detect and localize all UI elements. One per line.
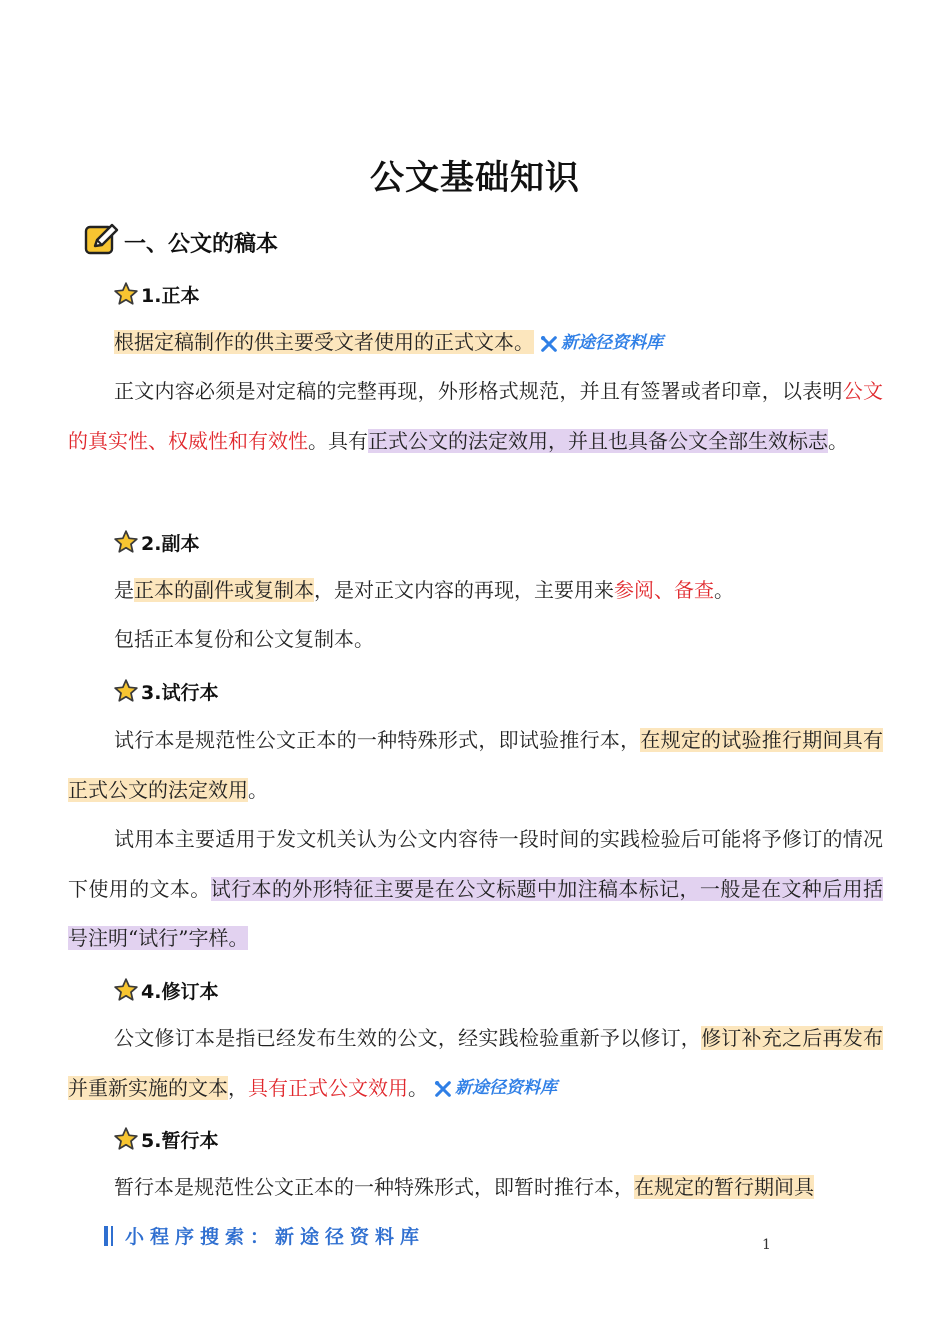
emphasis-text: 公文的真实性、权威性和有效性 bbox=[68, 379, 884, 453]
text: 。 bbox=[248, 777, 268, 802]
footer-bar bbox=[111, 1226, 113, 1246]
text: 。具有 bbox=[308, 428, 368, 453]
star-icon bbox=[113, 281, 139, 307]
star-icon bbox=[113, 529, 139, 555]
paragraph bbox=[68, 1163, 883, 1213]
text: 是 bbox=[114, 578, 134, 602]
highlight-text: 根据定稿制作的供主要受文者使用的正式文本。 bbox=[114, 330, 534, 354]
badge-text: 新途径资料库 bbox=[561, 332, 663, 353]
text: 。 bbox=[408, 1075, 428, 1100]
paragraph bbox=[68, 318, 883, 368]
footer-text: 小程序搜索：新途径资料库 bbox=[125, 1226, 426, 1248]
subheading-4 bbox=[113, 975, 218, 1005]
badge-text: 新途径资料库 bbox=[455, 1078, 557, 1099]
text: 包括正本复份和公文复制本。 bbox=[114, 627, 374, 651]
text: 。 bbox=[714, 578, 734, 602]
subheading-label: 1.正本 bbox=[141, 284, 200, 307]
text: ，是对正文内容的再现，主要用来 bbox=[314, 578, 614, 602]
highlight-text: 正式公文的法定效用，并且也具备公文全部生效标志 bbox=[368, 428, 828, 453]
highlight-text: 在规定的试验推行期间具有正式公文的法定效用 bbox=[68, 728, 884, 802]
watermark-badge bbox=[540, 319, 663, 369]
highlight-text: 正本的副件或复制本 bbox=[134, 578, 314, 602]
subheading-label: 3.试行本 bbox=[141, 681, 219, 704]
watermark-badge bbox=[434, 1064, 557, 1114]
page-number: 1 bbox=[762, 1237, 771, 1253]
text: 正文内容必须是对定稿的完整再现，外形格式规范，并且有签署或者印章，以表明 bbox=[114, 379, 843, 403]
star-icon bbox=[113, 678, 139, 704]
page-title: 公文基础知识 bbox=[370, 158, 580, 198]
x-logo-icon bbox=[540, 335, 558, 353]
paragraph bbox=[68, 615, 883, 665]
text: 试行本是规范性公文正本的一种特殊形式，即试验推行本， bbox=[114, 728, 641, 752]
highlight-text: 在规定的暂行期间具 bbox=[634, 1175, 814, 1199]
paragraph bbox=[68, 1014, 883, 1114]
footer-banner bbox=[104, 1222, 425, 1249]
subheading-label: 4.修订本 bbox=[141, 980, 219, 1003]
emphasis-text: 具有正式公文效用 bbox=[248, 1075, 408, 1100]
section-heading bbox=[84, 222, 278, 262]
text: 。 bbox=[828, 428, 848, 453]
footer-bar bbox=[104, 1226, 108, 1246]
paragraph bbox=[68, 566, 883, 616]
text: ， bbox=[228, 1075, 248, 1100]
highlight-text: 试行本的外形特征主要是在公文标题中加注稿本标记，一般是在文种后用括号注明“试行”字样。 bbox=[68, 876, 884, 950]
subheading-label: 5.暂行本 bbox=[141, 1129, 219, 1152]
subheading-2 bbox=[113, 527, 199, 557]
paragraph bbox=[68, 716, 883, 815]
paragraph bbox=[68, 367, 883, 466]
subheading-1 bbox=[113, 279, 199, 309]
subheading-5 bbox=[113, 1124, 218, 1154]
notepad-pencil-icon bbox=[84, 222, 120, 262]
emphasis-text: 参阅、备查 bbox=[614, 578, 714, 602]
highlight-text: 修订补充之后再发布并重新实施的文本 bbox=[68, 1026, 884, 1100]
paragraph bbox=[68, 815, 883, 964]
subheading-label: 2.副本 bbox=[141, 532, 200, 555]
star-icon bbox=[113, 977, 139, 1003]
section-label: 一、公文的稿本 bbox=[124, 231, 279, 257]
star-icon bbox=[113, 1126, 139, 1152]
x-logo-icon bbox=[434, 1080, 452, 1098]
text: 试用本主要适用于发文机关认为公文内容待一段时间的实践检验后可能将予修订的情况下使用的文本。 bbox=[68, 827, 883, 901]
text: 暂行本是规范性公文正本的一种特殊形式，即暂时推行本， bbox=[114, 1175, 634, 1199]
text: 公文修订本是指已经发布生效的公文，经实践检验重新予以修订， bbox=[114, 1026, 702, 1050]
subheading-3 bbox=[113, 676, 218, 706]
